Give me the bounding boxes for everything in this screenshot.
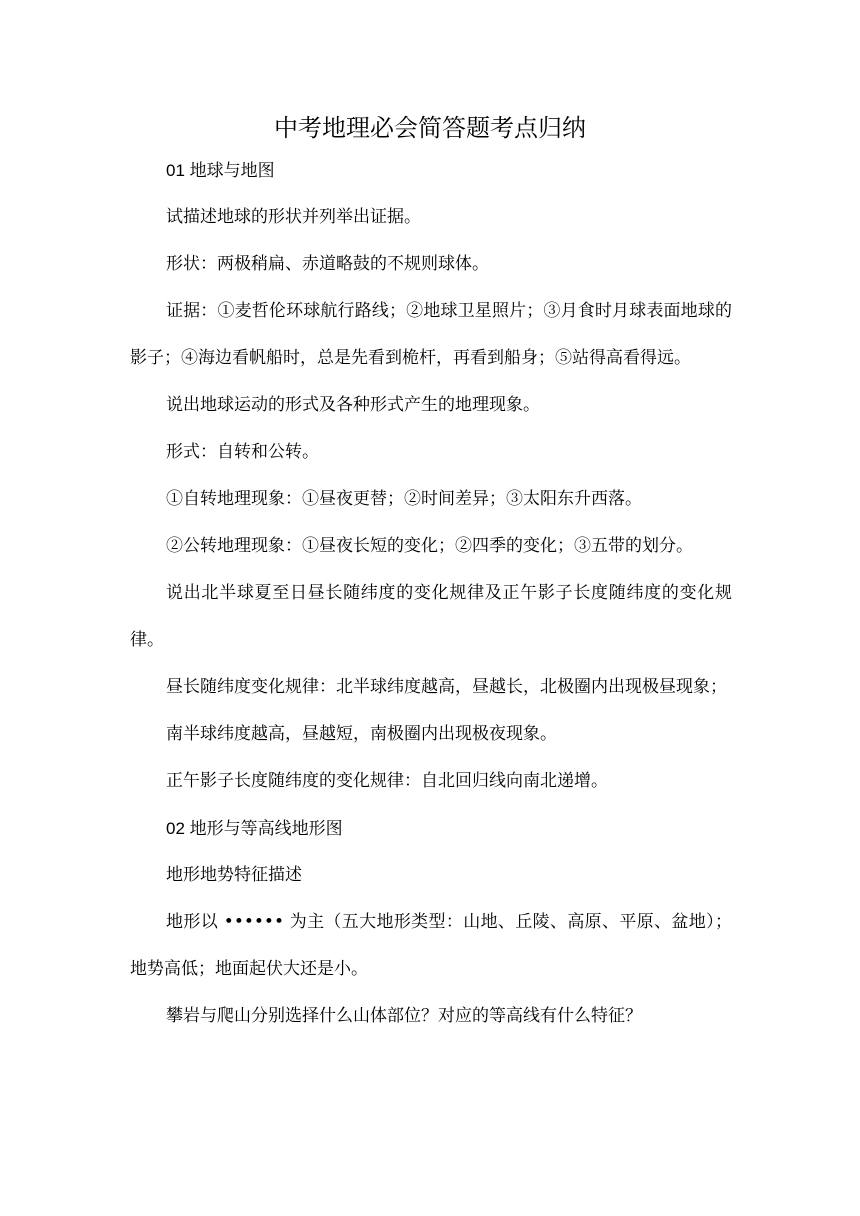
answer-motion-forms: 形式：自转和公转。 bbox=[166, 442, 319, 462]
answer-terrain-description: 地形以 •••••• 为主（五大地形类型：山地、丘陵、高原、平原、盆地）；地势高低；地面起伏大还是小。 bbox=[130, 912, 732, 979]
answer-earth-evidence: 证据：①麦哲伦环球航行路线；②地球卫星照片；③月食时月球表面地球的影子；④海边看帆船时，总是先看到桅杆，再看到船身；⑤站得高看得远。 bbox=[130, 301, 732, 368]
question-climbing-contours: 攀岩与爬山分别选择什么山体部位？对应的等高线有什么特征？ bbox=[166, 1006, 642, 1026]
answer-rotation-phenomena: ①自转地理现象：①昼夜更替；②时间差异；③太阳东升西落。 bbox=[166, 489, 642, 509]
document-body bbox=[130, 147, 732, 1040]
answer-day-length-north: 昼长随纬度变化规律：北半球纬度越高，昼越长，北极圈内出现极昼现象； bbox=[166, 677, 727, 697]
section-heading-earth-and-maps: 01 地球与地图 bbox=[166, 161, 275, 180]
answer-revolution-phenomena: ②公转地理现象：①昼夜长短的变化；②四季的变化；③五带的划分。 bbox=[166, 536, 693, 556]
section-heading-landforms: 02 地形与等高线地形图 bbox=[166, 819, 343, 838]
question-solstice-rules: 说出北半球夏至日昼长随纬度的变化规律及正午影子长度随纬度的变化规律。 bbox=[130, 583, 732, 650]
answer-earth-shape: 形状：两极稍扁、赤道略鼓的不规则球体。 bbox=[166, 254, 489, 274]
document-title: 中考地理必会简答题考点归纳 bbox=[274, 114, 586, 142]
question-terrain-description: 地形地势特征描述 bbox=[166, 865, 302, 885]
question-earth-motion: 说出地球运动的形式及各种形式产生的地理现象。 bbox=[166, 395, 540, 415]
answer-noon-shadow: 正午影子长度随纬度的变化规律：自北回归线向南北递增。 bbox=[166, 771, 608, 791]
question-earth-shape: 试描述地球的形状并列举出证据。 bbox=[166, 207, 421, 227]
answer-day-length-south: 南半球纬度越高，昼越短，南极圈内出现极夜现象。 bbox=[166, 724, 557, 744]
